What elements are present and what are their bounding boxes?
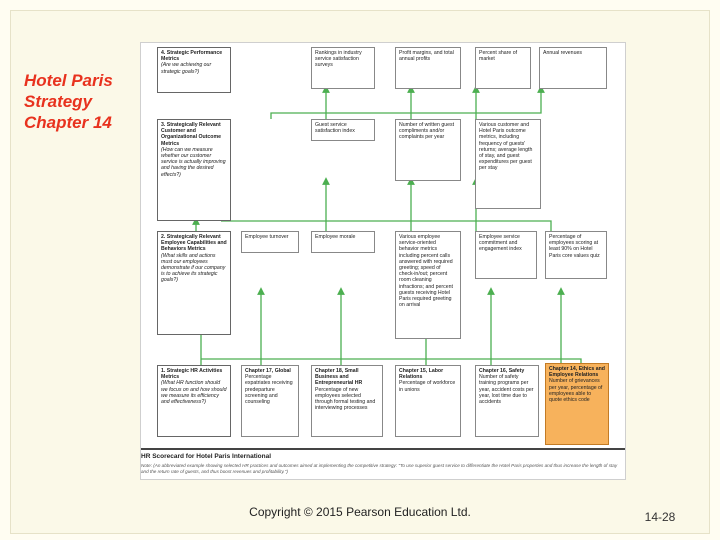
activity-ethics-text: Number of grievances per year, percentage of employees able to quote ethics code <box>549 378 603 404</box>
activity-labor-relations <box>395 365 461 437</box>
activity-safety <box>475 365 539 437</box>
row-1-heading: 1. Strategic HR Activities Metrics <box>161 368 223 381</box>
metric-guest-satisfaction-index: Guest service satisfaction index <box>311 119 375 141</box>
row-3-text: (How can we measure whether our customer service is actually improving and having the desired effects?) <box>161 146 226 178</box>
row-4-heading: 4. Strategic Performance Metrics <box>161 50 223 63</box>
metric-annual-revenues: Annual revenues <box>539 47 607 89</box>
metric-customer-outcomes: Various customer and Hotel Paris outcome metrics, including frequency of guests' returns; average length of stay, and guest expenditures per guest per stay <box>475 119 541 209</box>
slide-title: Hotel Paris Strategy Chapter 14 <box>24 71 113 132</box>
metric-core-values-quiz: Percentage of employees scoring at least 90% on Hotel Paris core values quiz <box>545 231 607 279</box>
activity-small-business <box>311 365 383 437</box>
activity-global-text: Percentage expatriates receiving predeparture screening and counseling <box>245 374 293 406</box>
activity-labor-relations-heading: Chapter 15, Labor Relations <box>399 368 444 381</box>
metric-service-behaviors: Various employee service-oriented behavior metrics including percent calls answered with required greeting; speed of check-in/out; percent room cleaning infractions; and percent guests receiving Hotel Paris required greeting on arrival <box>395 231 461 339</box>
activity-safety-heading: Chapter 16, Safety <box>479 368 525 374</box>
row-2-text: (What skills and actions must our employees demonstrate if our company is to achieve its strategic goals?) <box>161 252 226 284</box>
metric-guest-compliments: Number of written guest compliments and/or complaints per year <box>395 119 461 181</box>
row-1-label <box>157 365 231 437</box>
activity-global <box>241 365 299 437</box>
activity-ethics-heading: Chapter 14, Ethics and Employee Relations <box>549 366 605 379</box>
row-2-heading: 2. Strategically Relevant Employee Capabilities and Behaviors Metrics <box>161 234 227 253</box>
activity-small-business-heading: Chapter 18, Small Business and Entrepreneurial HR <box>315 368 363 387</box>
activity-labor-relations-text: Percentage of workforce in unions <box>399 380 456 393</box>
row-2-label <box>157 231 231 335</box>
metric-profit-margins: Profit margins, and total annual profits <box>395 47 461 89</box>
figure-caption-title: HR Scorecard for Hotel Paris International <box>141 453 272 460</box>
row-1-text: (What HR function should we focus on and how should we measure its efficiency and effectiveness?) <box>161 380 227 406</box>
metric-engagement-index: Employee service commitment and engagement index <box>475 231 537 279</box>
metric-market-share: Percent share of market <box>475 47 531 89</box>
activity-ethics-highlighted <box>545 363 609 445</box>
hr-scorecard-figure <box>140 42 626 480</box>
activity-safety-text: Number of safety training programs per year, accident costs per year, lost time due to accidents <box>479 374 534 406</box>
activity-small-business-text: Percentage of new employees selected through formal testing and interviewing processes <box>315 386 376 412</box>
figure-caption-note: Note: (An abbreviated example showing selected HR practices and outcomes aimed at implementing the competitive strategy: "To use superior guest service to differentiate the Hotel Paris properties and thus increase the length of stay and the return rate of guests, and thus boost revenues and profitability.") <box>141 463 618 474</box>
caption-rule <box>141 448 625 450</box>
row-3-heading: 3. Strategically Relevant Customer and Organizational Outcome Metrics <box>161 122 221 147</box>
row-4-label <box>157 47 231 93</box>
page-number: 14-28 <box>644 510 676 524</box>
row-3-label <box>157 119 231 221</box>
metric-employee-turnover: Employee turnover <box>241 231 299 253</box>
metric-employee-morale: Employee morale <box>311 231 375 253</box>
metric-service-rankings: Rankings in industry service satisfaction surveys <box>311 47 375 89</box>
activity-global-heading: Chapter 17, Global <box>245 368 291 374</box>
row-4-text: (Are we achieving our strategic goals?) <box>161 62 212 75</box>
copyright-footer: Copyright © 2015 Pearson Education Ltd. <box>249 505 471 519</box>
